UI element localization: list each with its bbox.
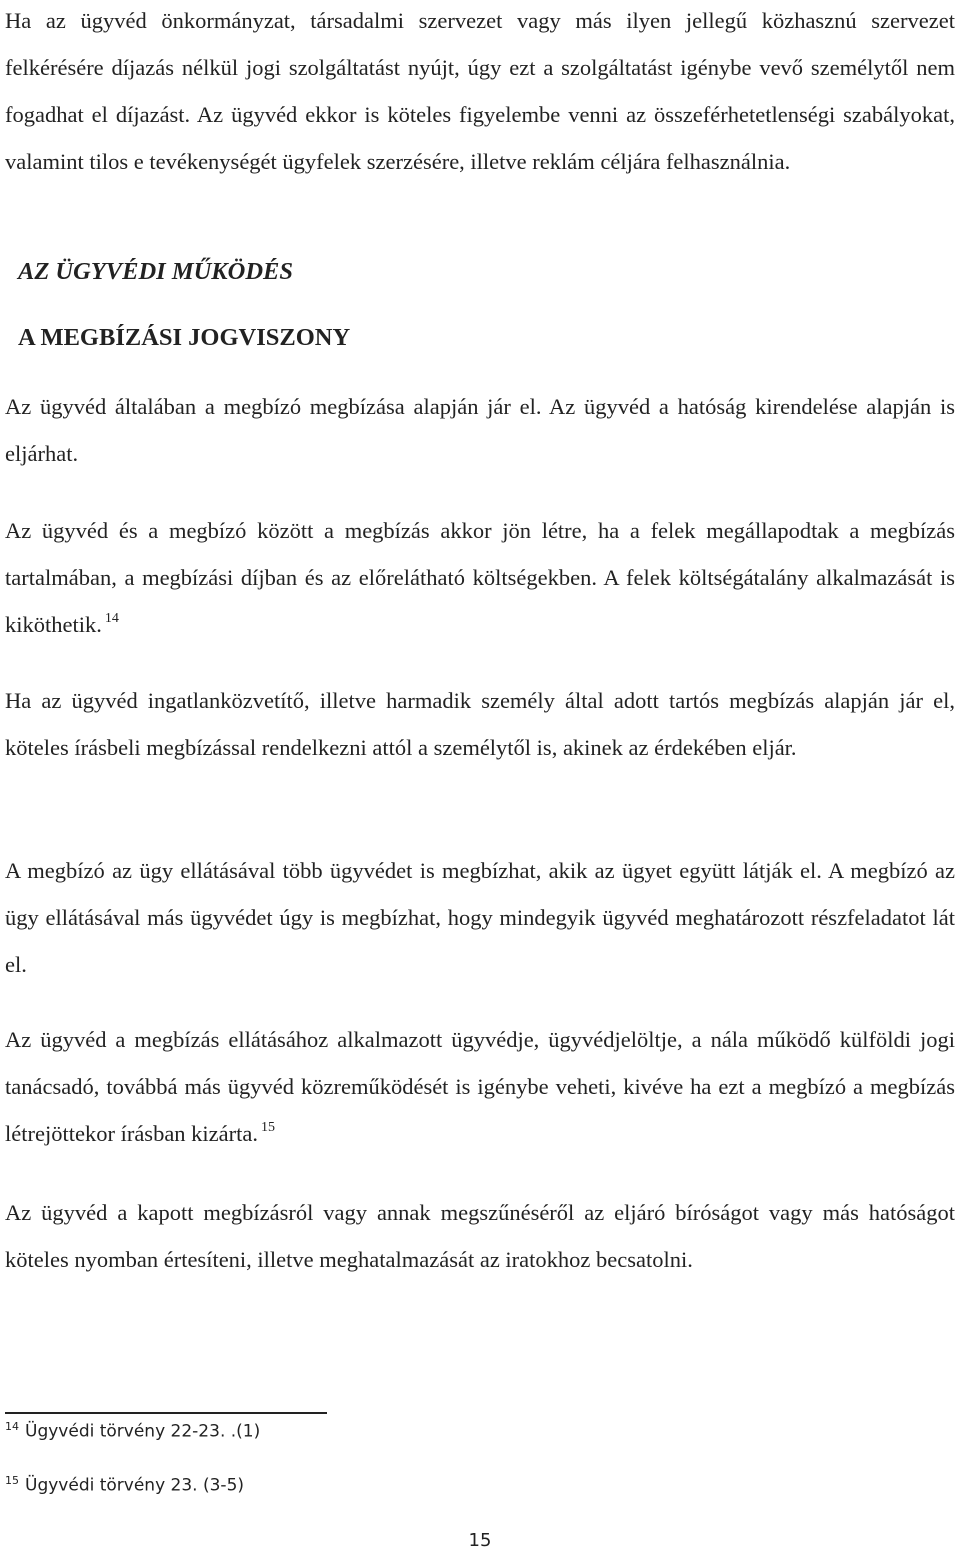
- page-number: 15: [468, 1530, 492, 1551]
- footnote-number: 15: [5, 1474, 19, 1487]
- paragraph-assistants-text: Az ügyvéd a megbízás ellátásához alkalmazott ügyvédje, ügyvédjelöltje, a nála működő külföldi jogi tanácsadó, továbbá más ügyvéd közreműködését is igénybe veheti, kivéve ha ezt a megbízó a megbízás létrejöttekor írásban kizárta.: [5, 1027, 955, 1146]
- footnote-14: [5, 1420, 260, 1442]
- footnote-text: Ügyvédi törvény 22-23. .(1): [25, 1421, 261, 1442]
- footnote-text: Ügyvédi törvény 23. (3-5): [25, 1475, 245, 1496]
- paragraph-assistants: [5, 1016, 955, 1157]
- paragraph-written-mandate: Ha az ügyvéd ingatlanközvetítő, illetve harmadik személy által adott tartós megbízás alapján jár el, köteles írásbeli megbízással rendelkezni attól a személytől is, akinek az érdekében eljár.: [5, 688, 955, 760]
- footnote-separator: [5, 1412, 327, 1414]
- paragraph-multiple-lawyers: A megbízó az ügy ellátásával több ügyvédet is megbízhat, akik az ügyet együtt látják el. A megbízó az ügy ellátásával más ügyvédet úgy is megbízhat, hogy mindegyik ügyvéd meghatározott részfeladatot lát el.: [5, 858, 955, 977]
- paragraph-notification: Az ügyvéd a kapott megbízásról vagy annak megszűnéséről az eljáró bíróságot vagy más hatóságot köteles nyomban értesíteni, illetve meghatalmazását az iratokhoz becsatolni.: [5, 1200, 955, 1272]
- section-heading: AZ ÜGYVÉDI MŰKÖDÉS: [18, 258, 293, 285]
- footnote-ref-15: 15: [261, 1119, 276, 1135]
- paragraph-mandate-creation-text: Az ügyvéd és a megbízó között a megbízás akkor jön létre, ha a felek megállapodtak a megbízás tartalmában, a megbízási díjban és az előrelátható költségekben. A felek költségátalány alkalmazását is kiköthetik.: [5, 518, 955, 637]
- paragraph-mandate-creation: [5, 507, 955, 648]
- footnote-15: [5, 1474, 244, 1496]
- subsection-heading: A MEGBÍZÁSI JOGVISZONY: [18, 324, 351, 351]
- paragraph-pro-bono: Ha az ügyvéd önkormányzat, társadalmi szervezet vagy más ilyen jellegű közhasznú szervezet felkérésére díjazás nélkül jogi szolgáltatást nyújt, úgy ezt a szolgáltatást igénybe vevő személytől nem fogadhat el díjazást. Az ügyvéd ekkor is köteles figyelembe venni az összeférhetetlenségi szabályokat, valamint tilos e tevékenységét ügyfelek szerzésére, illetve reklám céljára felhasználnia.: [5, 8, 955, 174]
- paragraph-mandate-basis: Az ügyvéd általában a megbízó megbízása alapján jár el. Az ügyvéd a hatóság kirendelése alapján is eljárhat.: [5, 394, 955, 466]
- footnote-ref-14: 14: [104, 610, 119, 626]
- footnote-number: 14: [5, 1420, 19, 1433]
